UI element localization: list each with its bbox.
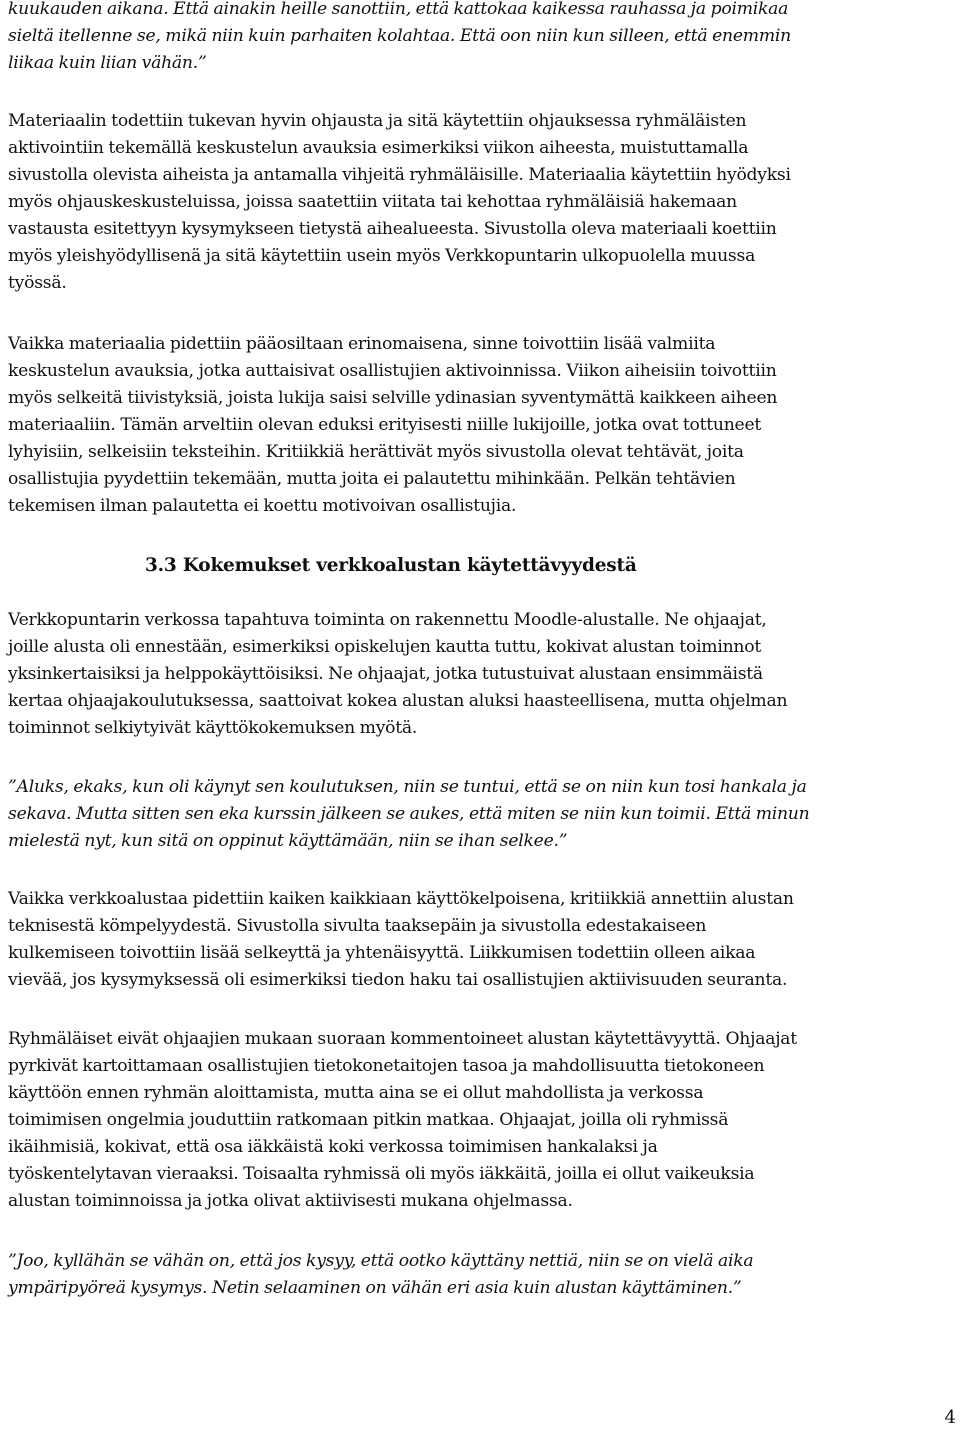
text-line: toiminnot selkiytyivät käyttökokemuksen myötä. <box>8 718 418 738</box>
text-line: alustan toiminnoissa ja jotka olivat aktiivisesti mukana ohjelmassa. <box>8 1191 573 1211</box>
text-line: Vaikka materiaalia pidettiin pääosiltaan erinomaisena, sinne toivottiin lisää valmiita <box>8 334 716 354</box>
text-line: liikaa kuin liian vähän.” <box>8 53 207 73</box>
text-line: kuukauden aikana. Että ainakin heille sanottiin, että kattokaa kaikessa rauhassa ja poimikaa <box>8 0 789 19</box>
text-line: teknisestä kömpelyydestä. Sivustolla sivulta taaksepäin ja sivustolla edestakaiseen <box>8 916 707 936</box>
text-line: aktivointiin tekemällä keskustelun avauksia esimerkiksi viikon aiheesta, muistuttamalla <box>8 138 749 158</box>
body-paragraph-3 <box>8 607 952 742</box>
text-line: sekava. Mutta sitten sen eka kurssin jälkeen se aukes, että miten se niin kun toimii. Että minun <box>8 804 810 824</box>
text-line: yksinkertaisiksi ja helppokäyttöisiksi. Ne ohjaajat, jotka tutustuivat alustaan ensimmäistä <box>8 664 763 684</box>
quote-paragraph-1 <box>8 0 952 77</box>
text-line: myös yleishyödyllisenä ja sitä käytettiin usein myös Verkkopuntarin ulkopuolella muussa <box>8 246 756 266</box>
text-line: käyttöön ennen ryhmän aloittamista, mutta aina se ei ollut mahdollista ja verkossa <box>8 1083 704 1103</box>
text-line: sieltä itellenne se, mikä niin kuin parhaiten kolahtaa. Että oon niin kun silleen, että enemmin <box>8 26 791 46</box>
text-line: sivustolla olevista aiheista ja antamalla vihjeitä ryhmäläisille. Materiaalia käytettiin hyödyksi <box>8 165 791 185</box>
text-line: Vaikka verkkoalustaa pidettiin kaiken kaikkiaan käyttökelpoisena, kritiikkiä annettiin alustan <box>8 889 794 909</box>
text-line: Ryhmäläiset eivät ohjaajien mukaan suoraan kommentoineet alustan käytettävyyttä. Ohjaajat <box>8 1029 797 1049</box>
text-line: lyhyisiin, selkeisiin teksteihin. Kritiikkiä herättivät myös sivustolla olevat tehtävät, joita <box>8 442 744 462</box>
text-line: ”Aluks, ekaks, kun oli käynyt sen koulutuksen, niin se tuntui, että se on niin kun tosi hankala ja <box>8 777 807 797</box>
text-line: Verkkopuntarin verkossa tapahtuva toiminta on rakennettu Moodle-alustalle. Ne ohjaajat, <box>8 610 767 630</box>
text-line: vastausta esitettyyn kysymykseen tietystä aihealueesta. Sivustolla oleva materiaali koettiin <box>8 219 777 239</box>
text-line: työskentelytavan vieraaksi. Toisaalta ryhmissä oli myös iäkkäitä, joilla ei ollut vaikeuksia <box>8 1164 755 1184</box>
text-line: myös selkeitä tiivistyksiä, joista lukija saisi selville ydinasian syventymättä kaikkeen aiheen <box>8 388 778 408</box>
text-line: myös ohjauskeskusteluissa, joissa saatettiin viitata tai kehottaa ryhmäläisiä hakemaan <box>8 192 737 212</box>
page-number: 4 <box>944 1407 956 1428</box>
section-heading: 3.3 Kokemukset verkkoalustan käytettävyydestä <box>145 555 637 576</box>
text-line: joille alusta oli ennestään, esimerkiksi opiskelujen kautta tuttu, kokivat alustan toiminnot <box>8 637 761 657</box>
text-line: vievää, jos kysymyksessä oli esimerkiksi tiedon haku tai osallistujien aktiivisuuden seuranta. <box>8 970 788 990</box>
text-line: ”Joo, kyllähän se vähän on, että jos kysyy, että ootko käyttäny nettiä, niin se on vielä aika <box>8 1251 754 1271</box>
body-paragraph-1 <box>8 108 952 297</box>
text-line: pyrkivät kartoittamaan osallistujien tietokonetaitojen tasoa ja mahdollisuutta tietokoneen <box>8 1056 765 1076</box>
text-line: Materiaalin todettiin tukevan hyvin ohjausta ja sitä käytettiin ohjauksessa ryhmäläisten <box>8 111 747 131</box>
text-line: ympäripyöreä kysymys. Netin selaaminen on vähän eri asia kuin alustan käyttäminen.” <box>8 1278 742 1298</box>
text-line: osallistujia pyydettiin tekemään, mutta joita ei palautettu mihinkään. Pelkän tehtävien <box>8 469 736 489</box>
text-line: tekemisen ilman palautetta ei koettu motivoivan osallistujia. <box>8 496 517 516</box>
text-line: mielestä nyt, kun sitä on oppinut käyttämään, niin se ihan selkee.” <box>8 831 568 851</box>
text-line: ikäihmisiä, kokivat, että osa iäkkäistä koki verkossa toimimisen hankalaksi ja <box>8 1137 658 1157</box>
text-line: keskustelun avauksia, jotka auttaisivat osallistujien aktivoinnissa. Viikon aiheisiin toivottiin <box>8 361 777 381</box>
quote-paragraph-2 <box>8 774 952 855</box>
text-line: toimimisen ongelmia jouduttiin ratkomaan pitkin matkaa. Ohjaajat, joilla oli ryhmissä <box>8 1110 729 1130</box>
body-paragraph-4 <box>8 886 952 994</box>
text-line: kertaa ohjaajakoulutuksessa, saattoivat kokea alustan aluksi haasteellisena, mutta ohjelman <box>8 691 788 711</box>
body-paragraph-5 <box>8 1026 952 1215</box>
text-line: materiaaliin. Tämän arveltiin olevan eduksi erityisesti niille lukijoille, jotka ovat tottuneet <box>8 415 762 435</box>
body-paragraph-2 <box>8 331 952 520</box>
text-line: kulkemiseen toivottiin lisää selkeyttä ja yhtenäisyyttä. Liikkumisen todettiin olleen aikaa <box>8 943 756 963</box>
text-line: työssä. <box>8 273 67 293</box>
quote-paragraph-3 <box>8 1248 952 1302</box>
